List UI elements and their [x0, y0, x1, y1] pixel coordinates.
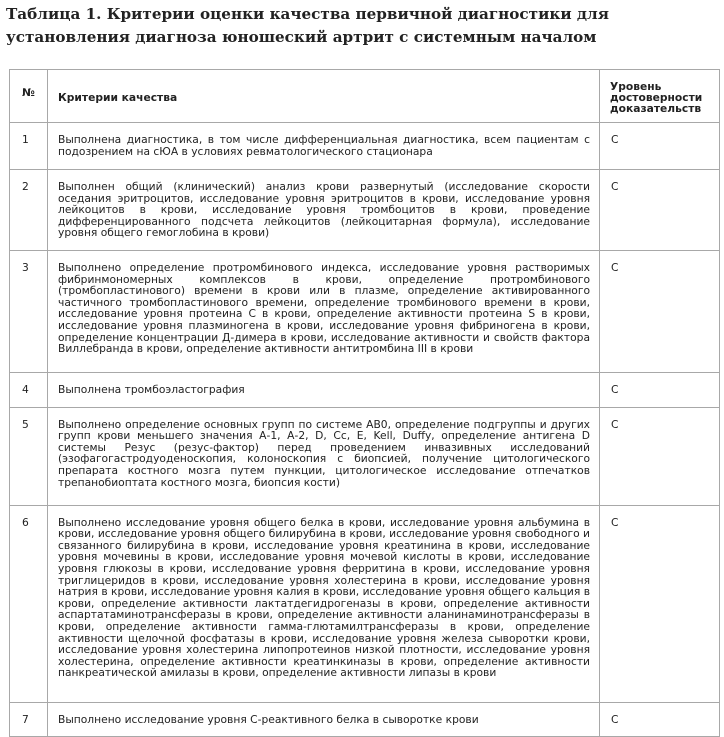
- row-level: С: [611, 260, 619, 274]
- table-row: [10, 505, 720, 702]
- header-num-cell: [10, 70, 48, 123]
- table-row: [10, 250, 720, 372]
- header-level: Уровень достоверности доказательств: [610, 80, 703, 115]
- row-level: С: [611, 133, 619, 146]
- row-criterion: Выполнена тромбоэластография: [58, 382, 245, 396]
- row-level: С: [611, 382, 619, 396]
- header-num: №: [22, 86, 35, 99]
- row-number: 4: [22, 382, 29, 396]
- criteria-table: [9, 69, 720, 737]
- row-level: С: [611, 712, 619, 726]
- table-row: [10, 123, 720, 170]
- row-number: 3: [22, 260, 29, 274]
- header-level-cell: [600, 70, 720, 123]
- table-row: [10, 407, 720, 505]
- row-criterion: Выполнено определение протромбинового индекса, исследование уровня растворимых фибринмономерных комплексов в крови, определение протромбинового (тромбопластинового) времени в крови или в плазме, определение активированного частичного тромбопластинового времени, определение тромбинового времени в крови, исследование уровня протеина С в крови, определение активности протеина S в крови, исследование уровня плазминогена в крови, исследование уровня фибриногена в крови, определение концентрации Д-димера в крови, исследование активности и свойств фактора Виллебранда в крови, определение активности антитромбина III в крови: [58, 260, 590, 356]
- row-level: С: [611, 515, 619, 529]
- row-number: 7: [22, 712, 29, 726]
- header-criteria: Критерии качества: [58, 91, 178, 104]
- row-criterion: Выполнено определение основных групп по системе AB0, определение подгруппы и других групп крови меньшего значения А-1, А-2, D, Сс, Е, Kell, Duffy, определение антигена D системы Резус (резус-фактор) перед проведением инвазивных исследований (эзофагогастродуоденоскопия, колоноскопия с биопсией, получение цитологического препарата костного мозга путем пункции, цитологическое исследование отпечатков трепанобиоптата костного мозга, биопсия кости): [58, 417, 590, 489]
- table-row: [10, 702, 720, 737]
- header-criteria-cell: [48, 70, 600, 123]
- row-criterion: Выполнено исследование уровня С-реактивного белка в сыворотке крови: [58, 712, 479, 726]
- table-title: Таблица 1. Критерии оценки качества первичной диагностики для установления диагноза юношеский артрит с системным началом: [6, 5, 609, 46]
- row-criterion: Выполнена диагностика, в том числе дифференциальная диагностика, всем пациентам с подозрением на сЮА в условиях ревматологического стационара: [58, 133, 590, 158]
- row-number: 1: [22, 133, 29, 146]
- row-criterion: Выполнен общий (клинический) анализ крови развернутый (исследование скорости оседания эритроцитов, исследование уровня эритроцитов в крови, исследование уровня лейкоцитов в крови, исследование уровня тромбоцитов в крови, проведение дифференцированного подсчета лейкоцитов (лейкоцитарная формула), исследование уровня общего гемоглобина в крови): [58, 180, 590, 240]
- row-number: 2: [22, 180, 29, 193]
- table-row: [10, 170, 720, 251]
- table-header-row: [10, 70, 720, 123]
- row-number: 5: [22, 417, 29, 431]
- row-level: С: [611, 180, 619, 193]
- row-criterion: Выполнено исследование уровня общего белка в крови, исследование уровня альбумина в крови, исследование уровня общего билирубина в крови, исследование уровня свободного и связанного билирубина в крови, исследование уровня креатинина в крови, исследование уровня мочевины в крови, исследование уровня мочевой кислоты в крови, исследование уровня глюкозы в крови, исследование уровня ферритина в крови, исследование уровня триглицеридов в крови, исследование уровня холестерина в крови, исследование уровня натрия в крови, исследование уровня калия в крови, исследование уровня общего кальция в крови, определение активности лактатдегидрогеназы в крови, определение активности аспартатаминотрансферазы в крови, определение активности аланинаминотрансферазы в крови, определение активности гамма-глютамилтрансферазы в крови, определение активности щелочной фосфатазы в крови, исследование уровня железа сыворотки крови, исследование уровня холестерина липопротеинов низкой плотности, исследование уровня холестерина, определение активности креатинкиназы в крови, определение активности панкреатической амилазы в крови, определение активности липазы в крови: [58, 515, 590, 680]
- row-level: С: [611, 417, 619, 431]
- row-number: 6: [22, 515, 29, 529]
- table-row: [10, 372, 720, 407]
